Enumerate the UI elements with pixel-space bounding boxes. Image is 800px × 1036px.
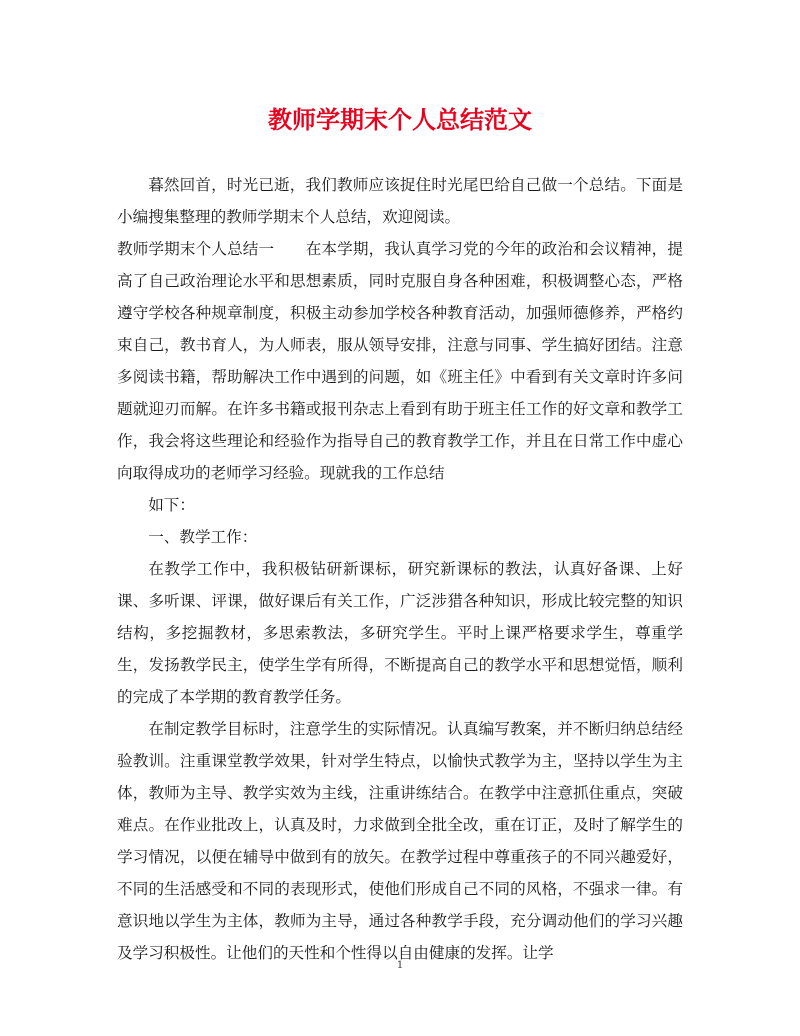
intro-paragraph: 暮然回首，时光已逝，我们教师应该捉住时光尾巴给自己做一个总结。下面是小编搜集整理的教师学期末个人总结，欢迎阅读。 (117, 176, 683, 226)
teaching-paragraph-2: 在制定教学目标时，注意学生的实际情况。认真编写教案，并不断归纳总结经验教训。注重课堂教学效果，针对学生特点，以愉快式教学为主，坚持以学生为主体，教师为主导、教学实效为主线，注重讲练结合。在教学中注意抓住重点，突破难点。在作业批改上，认真及时，力求做到全批全改，重在订正，及时了解学生的学习情况，以便在辅导中做到有的放矢。在教学过程中尊重孩子的不同兴趣爱好，不同的生活感受和不同的表现形式，使他们形成自己不同的风格，不强求一律。有意识地以学生为主体，教师为主导，通过各种教学手段，充分调动他们的学习兴趣及学习积极性。让他们的天性和个性得以自由健康的发挥。让学 (117, 720, 683, 962)
page-number: 1 (396, 960, 404, 971)
summary-one-paragraph: 教师学期末个人总结一 在本学期，我认真学习党的今年的政治和会议精神，提高了自己政治理论水平和思想素质，同时克服自身各种困难，积极调整心态，严格遵守学校各种规章制度，积极主动参加学校各种教育活动，加强师德修养，严格约束自己，教书育人，为人师表，服从领导安排，注意与同事、学生搞好团结。注意多阅读书籍，帮助解决工作中遇到的问题，如《班主任》中看到有关文章时许多问题就迎刃而解。在许多书籍或报刊杂志上看到有助于班主任工作的好文章和教学工作，我会将这些理论和经验作为指导自己的教育教学工作，并且在日常工作中虚心向取得成功的老师学习经验。现就我的工作总结 (117, 240, 683, 482)
document-title: 教师学期末个人总结范文 (268, 105, 532, 134)
document-body (117, 169, 683, 969)
teaching-paragraph-1: 在教学工作中，我积极钻研新课标，研究新课标的教法，认真好备课、上好课、多听课、评课，做好课后有关工作，广泛涉猎各种知识，形成比较完整的知识结构，多挖掘教材，多思索教法，多研究学生。平时上课严格要求学生，尊重学生，发扬教学民主，使学生学有所得，不断提高自己的教学水平和思想觉悟，顺利的完成了本学期的教育教学任务。 (117, 560, 683, 706)
section-heading-teaching: 一、教学工作： (148, 528, 258, 546)
as-follows-line: 如下： (148, 496, 195, 514)
